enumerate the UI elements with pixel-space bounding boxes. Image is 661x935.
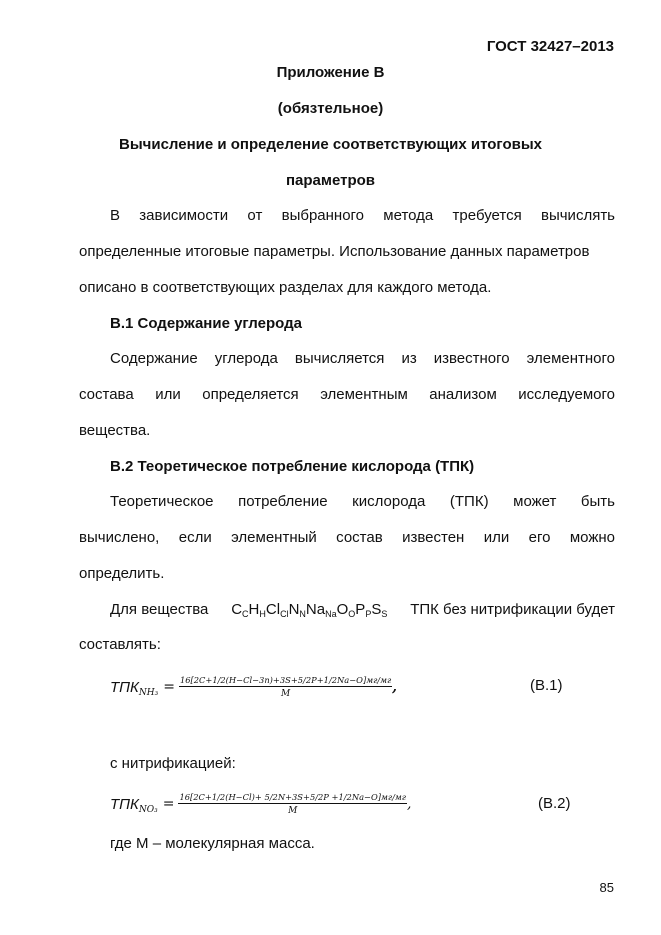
equation-b1 — [110, 670, 397, 704]
eq1-numerator: 16[2C+1/2(H−Cl−3n)+3S+5/2P+1/2Na−O]мг/мг — [179, 675, 392, 685]
eq1-equals: = — [163, 679, 175, 695]
eq1-number: (В.1) — [530, 677, 563, 694]
formula-element: $C_C$ — [231, 601, 249, 619]
eq2-numerator: 16[2C+1/2(H−Cl)+ 5/2N+3S+5/2P +1/2Na−O]мг/мг — [179, 792, 406, 802]
formula-intro-line2: составлять: — [79, 636, 161, 653]
section-b2-line2: вычислено, если элементный состав известен или его можно — [79, 529, 615, 546]
appendix-heading-line2: параметров — [285, 172, 376, 189]
intro-line3: описано в соответствующих разделах для каждого метода. — [79, 279, 492, 296]
intro-line1: В зависимости от выбранного метода требуется вычислять — [110, 207, 615, 224]
appendix-heading-line1: Вычисление и определение соответствующих итоговых — [119, 136, 542, 153]
section-b2-heading: В.2 Теоретическое потребление кислорода (ТПК) — [110, 458, 475, 475]
formula-intro-prefix: Для вещества — [110, 601, 209, 618]
eq2-fraction — [178, 792, 406, 816]
where-m-note: где М – молекулярная масса. — [110, 835, 315, 852]
formula-element: $P_P$ — [355, 601, 372, 619]
eq2-denominator: M — [288, 806, 298, 816]
eq2-comma: , — [406, 796, 412, 812]
formula-intro-suffix: ТПК без нитрификации будет — [410, 601, 615, 618]
formula-intro-line — [110, 601, 615, 618]
standard-number: ГОСТ 32427–2013 — [486, 38, 614, 55]
page-number: 85 — [599, 880, 614, 895]
chemical-formula — [231, 601, 387, 618]
formula-element: $N_N$ — [288, 601, 306, 619]
with-nitrification-label: с нитрификацией: — [110, 755, 236, 772]
eq2-lhs: $ТПК_{NO_3}$ — [110, 795, 158, 815]
section-b1-line2: состава или определяется элементным анализом исследуемого — [79, 386, 615, 403]
formula-element: $Cl_{Cl}$ — [265, 601, 289, 619]
eq1-comma: , — [392, 679, 398, 695]
eq1-fraction — [179, 675, 392, 699]
eq1-denominator: M — [280, 689, 291, 699]
equation-b2 — [110, 787, 411, 821]
formula-element: $Na_{Na}$ — [305, 601, 337, 619]
eq2-number: (В.2) — [538, 795, 571, 812]
eq1-lhs: $ТПК_{NH_3}$ — [110, 678, 159, 698]
appendix-title: Приложение В — [276, 64, 385, 81]
section-b1-heading: В.1 Содержание углерода — [110, 315, 302, 332]
section-b2-line3: определить. — [79, 565, 165, 582]
section-b2-line1: Теоретическое потребление кислорода (ТПК) может быть — [110, 493, 615, 510]
formula-element: $O_O$ — [336, 601, 356, 619]
formula-element: $S_S$ — [371, 601, 388, 619]
section-b1-line3: вещества. — [79, 422, 151, 439]
section-b1-line1: Содержание углерода вычисляется из известного элементного — [110, 350, 615, 367]
eq2-equals: = — [162, 796, 175, 812]
appendix-status: (обязтельное) — [277, 100, 384, 117]
intro-line2: определенные итоговые параметры. Использование данных параметров — [79, 243, 590, 260]
formula-element: $H_H$ — [248, 601, 266, 619]
